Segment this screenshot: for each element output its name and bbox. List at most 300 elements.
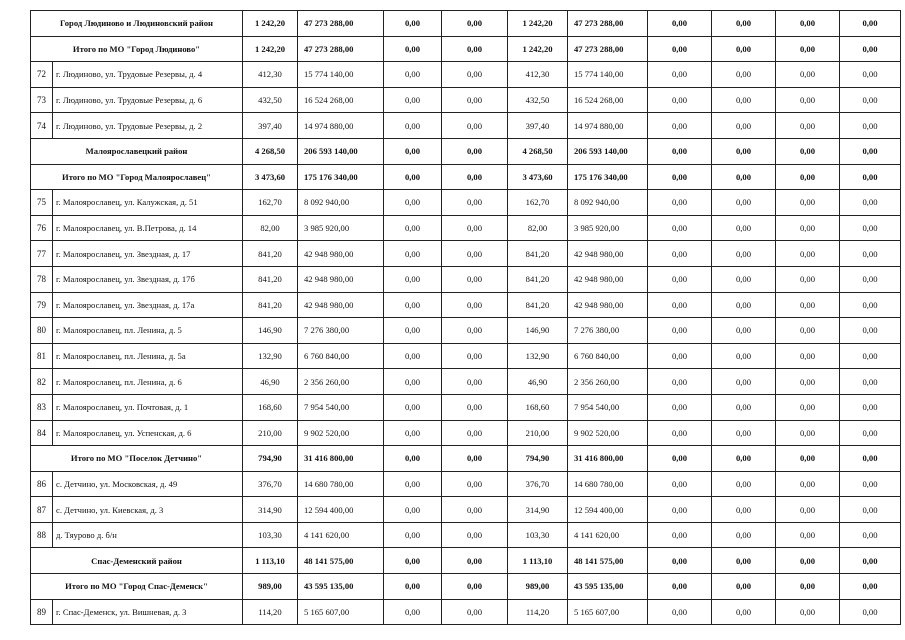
- value-cell: 0,00: [776, 292, 840, 318]
- value-cell: 0,00: [712, 11, 776, 37]
- value-cell: 0,00: [712, 138, 776, 164]
- value-cell: 132,90: [243, 343, 298, 369]
- value-cell: 103,30: [243, 522, 298, 548]
- address-cell: г. Малоярославец, ул. Успенская, д. 6: [53, 420, 243, 446]
- value-cell: 0,00: [648, 394, 712, 420]
- value-cell: 0,00: [384, 138, 442, 164]
- value-cell: 0,00: [442, 497, 508, 523]
- value-cell: 0,00: [712, 292, 776, 318]
- value-cell: 0,00: [648, 497, 712, 523]
- value-cell: 114,20: [243, 599, 298, 625]
- value-cell: 0,00: [648, 215, 712, 241]
- value-cell: 0,00: [384, 369, 442, 395]
- row-number: 75: [31, 190, 53, 216]
- table-row: [31, 471, 901, 497]
- table-row: [31, 420, 901, 446]
- value-cell: 432,50: [243, 87, 298, 113]
- value-cell: 0,00: [776, 599, 840, 625]
- value-cell: 841,20: [508, 266, 568, 292]
- value-cell: 0,00: [384, 36, 442, 62]
- value-cell: 0,00: [840, 574, 901, 600]
- value-cell: 0,00: [442, 599, 508, 625]
- value-cell: 0,00: [776, 11, 840, 37]
- value-cell: 1 113,10: [508, 548, 568, 574]
- value-cell: 314,90: [508, 497, 568, 523]
- value-cell: 1 242,20: [508, 11, 568, 37]
- value-cell: 8 092 940,00: [298, 190, 384, 216]
- value-cell: 0,00: [776, 36, 840, 62]
- value-cell: 1 242,20: [243, 11, 298, 37]
- value-cell: 0,00: [384, 471, 442, 497]
- value-cell: 0,00: [442, 369, 508, 395]
- value-cell: 0,00: [442, 113, 508, 139]
- value-cell: 0,00: [712, 241, 776, 267]
- value-cell: 0,00: [840, 62, 901, 88]
- address-cell: с. Детчино, ул. Московская, д. 49: [53, 471, 243, 497]
- value-cell: 0,00: [776, 87, 840, 113]
- value-cell: 0,00: [442, 62, 508, 88]
- value-cell: 162,70: [508, 190, 568, 216]
- value-cell: 0,00: [712, 394, 776, 420]
- value-cell: 841,20: [243, 292, 298, 318]
- value-cell: 7 276 380,00: [298, 318, 384, 344]
- value-cell: 175 176 340,00: [568, 164, 648, 190]
- value-cell: 0,00: [648, 36, 712, 62]
- value-cell: 16 524 268,00: [298, 87, 384, 113]
- row-number: 78: [31, 266, 53, 292]
- value-cell: 0,00: [712, 599, 776, 625]
- value-cell: 0,00: [648, 87, 712, 113]
- value-cell: 14 974 880,00: [298, 113, 384, 139]
- row-number: 77: [31, 241, 53, 267]
- value-cell: 397,40: [243, 113, 298, 139]
- table-row: [31, 62, 901, 88]
- value-cell: 0,00: [712, 36, 776, 62]
- value-cell: 31 416 800,00: [568, 446, 648, 472]
- value-cell: 0,00: [840, 11, 901, 37]
- value-cell: 168,60: [508, 394, 568, 420]
- value-cell: 0,00: [776, 369, 840, 395]
- summary-row: [31, 138, 901, 164]
- value-cell: 794,90: [243, 446, 298, 472]
- row-number: 83: [31, 394, 53, 420]
- value-cell: 4 268,50: [508, 138, 568, 164]
- value-cell: 0,00: [648, 343, 712, 369]
- value-cell: 47 273 288,00: [298, 36, 384, 62]
- group-title: Город Людиново и Людиновский район: [31, 11, 243, 37]
- value-cell: 0,00: [384, 497, 442, 523]
- value-cell: 47 273 288,00: [298, 11, 384, 37]
- value-cell: 42 948 980,00: [298, 292, 384, 318]
- value-cell: 0,00: [648, 241, 712, 267]
- value-cell: 2 356 260,00: [568, 369, 648, 395]
- value-cell: 0,00: [840, 36, 901, 62]
- value-cell: 0,00: [712, 369, 776, 395]
- summary-row: [31, 548, 901, 574]
- address-cell: г. Малоярославец, ул. В.Петрова, д. 14: [53, 215, 243, 241]
- value-cell: 210,00: [243, 420, 298, 446]
- value-cell: 989,00: [243, 574, 298, 600]
- value-cell: 0,00: [712, 266, 776, 292]
- value-cell: 0,00: [442, 36, 508, 62]
- value-cell: 0,00: [384, 62, 442, 88]
- value-cell: 0,00: [384, 522, 442, 548]
- value-cell: 47 273 288,00: [568, 36, 648, 62]
- value-cell: 0,00: [840, 497, 901, 523]
- value-cell: 15 774 140,00: [568, 62, 648, 88]
- value-cell: 42 948 980,00: [298, 266, 384, 292]
- document-page: [30, 10, 900, 625]
- group-title: Итого по МО "Город Малоярославец": [31, 164, 243, 190]
- value-cell: 42 948 980,00: [568, 266, 648, 292]
- value-cell: 12 594 400,00: [298, 497, 384, 523]
- value-cell: 794,90: [508, 446, 568, 472]
- table-body: [31, 11, 901, 625]
- value-cell: 0,00: [648, 190, 712, 216]
- value-cell: 314,90: [243, 497, 298, 523]
- value-cell: 3 473,60: [243, 164, 298, 190]
- value-cell: 132,90: [508, 343, 568, 369]
- value-cell: 1 242,20: [508, 36, 568, 62]
- value-cell: 0,00: [776, 548, 840, 574]
- value-cell: 0,00: [442, 471, 508, 497]
- value-cell: 3 985 920,00: [298, 215, 384, 241]
- value-cell: 0,00: [648, 164, 712, 190]
- address-cell: г. Людиново, ул. Трудовые Резервы, д. 4: [53, 62, 243, 88]
- address-cell: г. Людиново, ул. Трудовые Резервы, д. 6: [53, 87, 243, 113]
- value-cell: 0,00: [840, 394, 901, 420]
- value-cell: 48 141 575,00: [568, 548, 648, 574]
- value-cell: 0,00: [712, 574, 776, 600]
- table-row: [31, 87, 901, 113]
- value-cell: 46,90: [508, 369, 568, 395]
- value-cell: 0,00: [776, 138, 840, 164]
- value-cell: 0,00: [776, 394, 840, 420]
- value-cell: 0,00: [712, 548, 776, 574]
- group-title: Итого по МО "Город Спас-Деменск": [31, 574, 243, 600]
- value-cell: 0,00: [840, 343, 901, 369]
- value-cell: 0,00: [840, 548, 901, 574]
- row-number: 79: [31, 292, 53, 318]
- value-cell: 0,00: [442, 241, 508, 267]
- value-cell: 14 680 780,00: [568, 471, 648, 497]
- value-cell: 0,00: [442, 343, 508, 369]
- value-cell: 9 902 520,00: [568, 420, 648, 446]
- value-cell: 9 902 520,00: [298, 420, 384, 446]
- row-number: 82: [31, 369, 53, 395]
- value-cell: 0,00: [442, 574, 508, 600]
- value-cell: 0,00: [776, 215, 840, 241]
- value-cell: 82,00: [243, 215, 298, 241]
- value-cell: 0,00: [384, 292, 442, 318]
- value-cell: 0,00: [840, 369, 901, 395]
- value-cell: 0,00: [384, 87, 442, 113]
- value-cell: 0,00: [384, 318, 442, 344]
- value-cell: 206 593 140,00: [298, 138, 384, 164]
- value-cell: 0,00: [648, 138, 712, 164]
- value-cell: 0,00: [776, 574, 840, 600]
- value-cell: 0,00: [442, 420, 508, 446]
- address-cell: г. Малоярославец, ул. Звездная, д. 17б: [53, 266, 243, 292]
- value-cell: 4 268,50: [243, 138, 298, 164]
- value-cell: 0,00: [776, 164, 840, 190]
- address-cell: г. Людиново, ул. Трудовые Резервы, д. 2: [53, 113, 243, 139]
- value-cell: 0,00: [384, 343, 442, 369]
- value-cell: 0,00: [648, 420, 712, 446]
- value-cell: 432,50: [508, 87, 568, 113]
- value-cell: 0,00: [442, 164, 508, 190]
- value-cell: 412,30: [508, 62, 568, 88]
- value-cell: 0,00: [776, 190, 840, 216]
- address-cell: г. Малоярославец, пл. Ленина, д. 6: [53, 369, 243, 395]
- table-row: [31, 113, 901, 139]
- value-cell: 0,00: [840, 241, 901, 267]
- value-cell: 0,00: [648, 318, 712, 344]
- value-cell: 397,40: [508, 113, 568, 139]
- value-cell: 14 680 780,00: [298, 471, 384, 497]
- value-cell: 0,00: [648, 599, 712, 625]
- value-cell: 0,00: [840, 215, 901, 241]
- value-cell: 0,00: [840, 318, 901, 344]
- value-cell: 0,00: [442, 11, 508, 37]
- table-row: [31, 394, 901, 420]
- value-cell: 15 774 140,00: [298, 62, 384, 88]
- value-cell: 3 473,60: [508, 164, 568, 190]
- value-cell: 0,00: [840, 292, 901, 318]
- value-cell: 0,00: [712, 446, 776, 472]
- value-cell: 0,00: [840, 599, 901, 625]
- value-cell: 12 594 400,00: [568, 497, 648, 523]
- table-row: [31, 369, 901, 395]
- table-row: [31, 522, 901, 548]
- address-cell: г. Малоярославец, пл. Ленина, д. 5а: [53, 343, 243, 369]
- row-number: 80: [31, 318, 53, 344]
- address-cell: г. Спас-Деменск, ул. Вишневая, д. 3: [53, 599, 243, 625]
- value-cell: 376,70: [243, 471, 298, 497]
- value-cell: 7 276 380,00: [568, 318, 648, 344]
- value-cell: 841,20: [243, 266, 298, 292]
- value-cell: 0,00: [442, 394, 508, 420]
- value-cell: 0,00: [712, 190, 776, 216]
- value-cell: 0,00: [384, 164, 442, 190]
- value-cell: 0,00: [384, 574, 442, 600]
- address-cell: г. Малоярославец, ул. Звездная, д. 17а: [53, 292, 243, 318]
- value-cell: 0,00: [776, 62, 840, 88]
- table-row: [31, 215, 901, 241]
- value-cell: 0,00: [776, 471, 840, 497]
- row-number: 72: [31, 62, 53, 88]
- value-cell: 841,20: [243, 241, 298, 267]
- value-cell: 0,00: [442, 292, 508, 318]
- group-title: Итого по МО "Город Людиново": [31, 36, 243, 62]
- value-cell: 0,00: [384, 190, 442, 216]
- value-cell: 5 165 607,00: [298, 599, 384, 625]
- value-cell: 0,00: [840, 164, 901, 190]
- value-cell: 82,00: [508, 215, 568, 241]
- value-cell: 5 165 607,00: [568, 599, 648, 625]
- value-cell: 0,00: [442, 215, 508, 241]
- value-cell: 6 760 840,00: [568, 343, 648, 369]
- table-row: [31, 241, 901, 267]
- value-cell: 0,00: [442, 190, 508, 216]
- row-number: 73: [31, 87, 53, 113]
- value-cell: 168,60: [243, 394, 298, 420]
- value-cell: 0,00: [776, 522, 840, 548]
- value-cell: 0,00: [712, 62, 776, 88]
- value-cell: 0,00: [442, 318, 508, 344]
- address-cell: г. Малоярославец, ул. Почтовая, д. 1: [53, 394, 243, 420]
- value-cell: 0,00: [384, 394, 442, 420]
- value-cell: 0,00: [776, 241, 840, 267]
- row-number: 88: [31, 522, 53, 548]
- value-cell: 0,00: [712, 164, 776, 190]
- value-cell: 0,00: [776, 420, 840, 446]
- value-cell: 0,00: [648, 11, 712, 37]
- value-cell: 0,00: [776, 113, 840, 139]
- value-cell: 0,00: [648, 446, 712, 472]
- value-cell: 0,00: [840, 138, 901, 164]
- value-cell: 0,00: [648, 369, 712, 395]
- value-cell: 0,00: [442, 446, 508, 472]
- value-cell: 0,00: [712, 87, 776, 113]
- value-cell: 376,70: [508, 471, 568, 497]
- table-row: [31, 266, 901, 292]
- address-cell: г. Малоярославец, ул. Звездная, д. 17: [53, 241, 243, 267]
- value-cell: 0,00: [840, 87, 901, 113]
- row-number: 76: [31, 215, 53, 241]
- value-cell: 0,00: [712, 522, 776, 548]
- value-cell: 0,00: [712, 420, 776, 446]
- group-title: Малоярославецкий район: [31, 138, 243, 164]
- row-number: 81: [31, 343, 53, 369]
- value-cell: 146,90: [243, 318, 298, 344]
- table-row: [31, 292, 901, 318]
- value-cell: 114,20: [508, 599, 568, 625]
- summary-row: [31, 164, 901, 190]
- value-cell: 0,00: [840, 446, 901, 472]
- value-cell: 0,00: [442, 266, 508, 292]
- value-cell: 1 242,20: [243, 36, 298, 62]
- value-cell: 0,00: [712, 471, 776, 497]
- value-cell: 0,00: [840, 266, 901, 292]
- value-cell: 42 948 980,00: [568, 292, 648, 318]
- row-number: 74: [31, 113, 53, 139]
- table-row: [31, 318, 901, 344]
- value-cell: 841,20: [508, 241, 568, 267]
- value-cell: 175 176 340,00: [298, 164, 384, 190]
- value-cell: 0,00: [384, 446, 442, 472]
- value-cell: 0,00: [442, 548, 508, 574]
- value-cell: 989,00: [508, 574, 568, 600]
- value-cell: 206 593 140,00: [568, 138, 648, 164]
- value-cell: 43 595 135,00: [568, 574, 648, 600]
- value-cell: 43 595 135,00: [298, 574, 384, 600]
- value-cell: 0,00: [776, 266, 840, 292]
- value-cell: 841,20: [508, 292, 568, 318]
- table-row: [31, 497, 901, 523]
- value-cell: 1 113,10: [243, 548, 298, 574]
- group-title: Спас-Деменский район: [31, 548, 243, 574]
- value-cell: 0,00: [648, 471, 712, 497]
- value-cell: 0,00: [648, 292, 712, 318]
- address-cell: с. Детчино, ул. Киевская, д. 3: [53, 497, 243, 523]
- value-cell: 0,00: [648, 522, 712, 548]
- value-cell: 7 954 540,00: [568, 394, 648, 420]
- value-cell: 412,30: [243, 62, 298, 88]
- value-cell: 0,00: [712, 343, 776, 369]
- value-cell: 4 141 620,00: [568, 522, 648, 548]
- value-cell: 0,00: [712, 318, 776, 344]
- row-number: 89: [31, 599, 53, 625]
- value-cell: 0,00: [840, 113, 901, 139]
- value-cell: 0,00: [384, 241, 442, 267]
- value-cell: 0,00: [712, 497, 776, 523]
- row-number: 87: [31, 497, 53, 523]
- value-cell: 0,00: [840, 471, 901, 497]
- value-cell: 47 273 288,00: [568, 11, 648, 37]
- value-cell: 0,00: [776, 318, 840, 344]
- value-cell: 7 954 540,00: [298, 394, 384, 420]
- value-cell: 0,00: [384, 11, 442, 37]
- value-cell: 31 416 800,00: [298, 446, 384, 472]
- value-cell: 146,90: [508, 318, 568, 344]
- value-cell: 162,70: [243, 190, 298, 216]
- address-cell: д. Тяурово д. б/н: [53, 522, 243, 548]
- group-title: Итого по МО "Поселок Детчино": [31, 446, 243, 472]
- value-cell: 0,00: [384, 215, 442, 241]
- housing-program-table: [30, 10, 901, 625]
- value-cell: 0,00: [648, 266, 712, 292]
- value-cell: 210,00: [508, 420, 568, 446]
- row-number: 84: [31, 420, 53, 446]
- value-cell: 0,00: [384, 548, 442, 574]
- summary-row: [31, 36, 901, 62]
- value-cell: 42 948 980,00: [568, 241, 648, 267]
- value-cell: 2 356 260,00: [298, 369, 384, 395]
- value-cell: 0,00: [648, 113, 712, 139]
- value-cell: 4 141 620,00: [298, 522, 384, 548]
- value-cell: 8 092 940,00: [568, 190, 648, 216]
- summary-row: [31, 446, 901, 472]
- value-cell: 0,00: [648, 574, 712, 600]
- address-cell: г. Малоярославец, ул. Калужская, д. 51: [53, 190, 243, 216]
- value-cell: 0,00: [648, 548, 712, 574]
- table-row: [31, 190, 901, 216]
- value-cell: 42 948 980,00: [298, 241, 384, 267]
- value-cell: 0,00: [442, 138, 508, 164]
- value-cell: 46,90: [243, 369, 298, 395]
- value-cell: 0,00: [840, 420, 901, 446]
- value-cell: 3 985 920,00: [568, 215, 648, 241]
- value-cell: 0,00: [384, 599, 442, 625]
- value-cell: 0,00: [712, 113, 776, 139]
- value-cell: 6 760 840,00: [298, 343, 384, 369]
- value-cell: 0,00: [384, 266, 442, 292]
- summary-row: [31, 574, 901, 600]
- value-cell: 0,00: [776, 343, 840, 369]
- value-cell: 0,00: [840, 522, 901, 548]
- value-cell: 0,00: [840, 190, 901, 216]
- value-cell: 0,00: [712, 215, 776, 241]
- value-cell: 14 974 880,00: [568, 113, 648, 139]
- value-cell: 16 524 268,00: [568, 87, 648, 113]
- table-row: [31, 599, 901, 625]
- row-number: 86: [31, 471, 53, 497]
- summary-row: [31, 11, 901, 37]
- value-cell: 0,00: [442, 87, 508, 113]
- value-cell: 48 141 575,00: [298, 548, 384, 574]
- value-cell: 0,00: [776, 446, 840, 472]
